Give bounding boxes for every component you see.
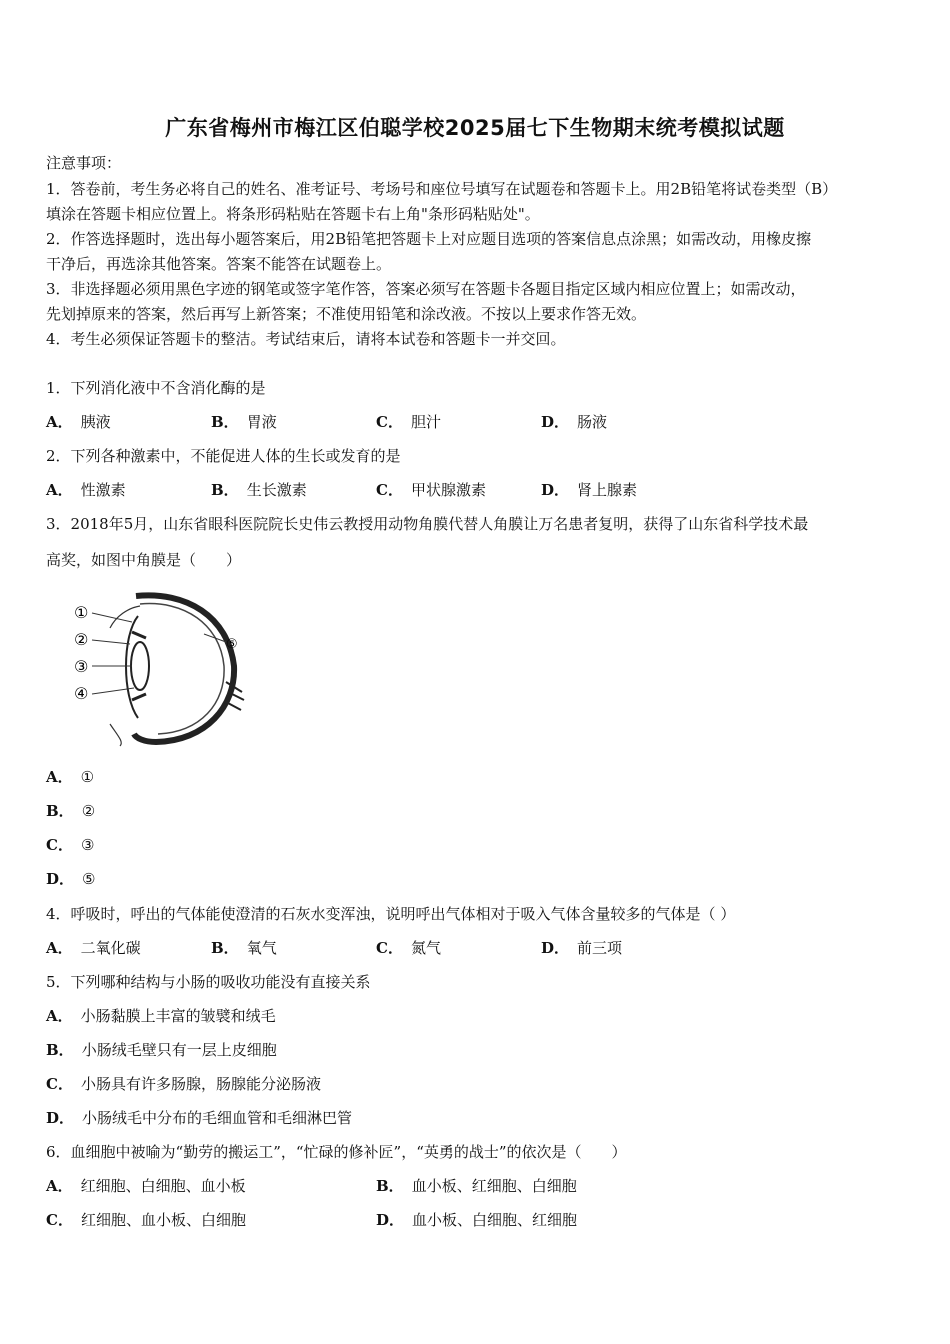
label-1: ① bbox=[74, 603, 89, 622]
lens-shape bbox=[131, 642, 149, 690]
option: C． 小肠具有许多肠腺，肠腺能分泌肠液 bbox=[46, 1075, 321, 1093]
label-4: ④ bbox=[74, 684, 89, 703]
eyelid-shape bbox=[110, 606, 140, 628]
option: C． ③ bbox=[46, 836, 95, 854]
option: A． 红细胞、白细胞、血小板 bbox=[46, 1177, 246, 1195]
label-2: ② bbox=[74, 630, 89, 649]
label-3: ③ bbox=[74, 657, 89, 676]
option: B． 胃液 bbox=[211, 413, 277, 431]
leader-line bbox=[92, 640, 130, 644]
notes-line: 2．作答选择题时，选出每小题答案后，用2B铅笔把答题卡上对应题目选项的答案信息点涂黑；如需改动，用橡皮擦 bbox=[46, 230, 812, 248]
notes-line: 3．非选择题必须用黑色字迹的钢笔或签字笔作答，答案必须写在答题卡各题目指定区域内相应位置上；如需改动， bbox=[46, 280, 806, 298]
eyelid-shape bbox=[110, 724, 121, 746]
option: A． 胰液 bbox=[46, 413, 111, 431]
option: D． 血小板、白细胞、红细胞 bbox=[376, 1211, 578, 1229]
option: A． 二氧化碳 bbox=[46, 939, 141, 957]
option: B． ② bbox=[46, 802, 96, 820]
option: C． 胆汁 bbox=[376, 413, 441, 431]
eye-diagram bbox=[66, 586, 246, 748]
notes-heading: 注意事项： bbox=[46, 154, 122, 172]
option: C． 红细胞、血小板、白细胞 bbox=[46, 1211, 246, 1229]
option: D． 前三项 bbox=[541, 939, 623, 957]
page-title: 广东省梅州市梅江区伯聪学校2025届七下生物期末统考模拟试题 bbox=[165, 116, 785, 140]
option: C． 甲状腺激素 bbox=[376, 481, 486, 499]
label-5: ⑤ bbox=[226, 637, 238, 652]
question-2-stem: 2．下列各种激素中，不能促进人体的生长或发育的是 bbox=[46, 447, 401, 465]
option: B． 氧气 bbox=[211, 939, 277, 957]
notes-line: 先划掉原来的答案，然后再写上新答案；不准使用铅笔和涂改液。不按以上要求作答无效。 bbox=[46, 305, 647, 323]
question-1-stem: 1．下列消化液中不含消化酶的是 bbox=[46, 379, 266, 397]
option: A． 性激素 bbox=[46, 481, 126, 499]
question-3-stem: 3．2018年5月，山东省眼科医院院长史伟云教授用动物角膜代替人角膜让万名患者复明，获得了山东省科学技术最 bbox=[46, 515, 809, 533]
option: B． 小肠绒毛壁只有一层上皮细胞 bbox=[46, 1041, 277, 1059]
option: A． 小肠黏膜上丰富的皱襞和绒毛 bbox=[46, 1007, 276, 1025]
question-4-stem: 4．呼吸时，呼出的气体能使澄清的石灰水变浑浊，说明呼出气体相对于吸入气体含量较多的气体是（ ） bbox=[46, 905, 736, 923]
question-3-stem: 高奖，如图中角膜是（ ） bbox=[46, 551, 242, 569]
option: D． 肾上腺素 bbox=[541, 481, 638, 499]
notes-line: 1．答卷前，考生务必将自己的姓名、准考证号、考场号和座位号填写在试题卷和答题卡上。用2B铅笔将试卷类型（B） bbox=[46, 180, 838, 198]
option: B． 血小板、红细胞、白细胞 bbox=[376, 1177, 577, 1195]
notes-line: 干净后，再选涂其他答案。答案不能答在试题卷上。 bbox=[46, 255, 392, 273]
notes-line: 填涂在答题卡相应位置上。将条形码粘贴在答题卡右上角"条形码粘贴处"。 bbox=[46, 205, 540, 223]
option: B． 生长激素 bbox=[211, 481, 307, 499]
option: A． ① bbox=[46, 768, 95, 786]
option: C． 氮气 bbox=[376, 939, 441, 957]
question-5-stem: 5．下列哪种结构与小肠的吸收功能没有直接关系 bbox=[46, 973, 371, 991]
option: D． ⑤ bbox=[46, 870, 96, 888]
retina-shape bbox=[140, 604, 224, 734]
option: D． 小肠绒毛中分布的毛细血管和毛细淋巴管 bbox=[46, 1109, 353, 1127]
question-6-stem: 6．血细胞中被喻为“勤劳的搬运工”，“忙碌的修补匠”，“英勇的战士”的依次是（ ） bbox=[46, 1143, 627, 1161]
leader-line bbox=[92, 613, 132, 622]
option: D． 肠液 bbox=[541, 413, 608, 431]
notes-line: 4．考生必须保证答题卡的整洁。考试结束后，请将本试卷和答题卡一并交回。 bbox=[46, 330, 566, 348]
